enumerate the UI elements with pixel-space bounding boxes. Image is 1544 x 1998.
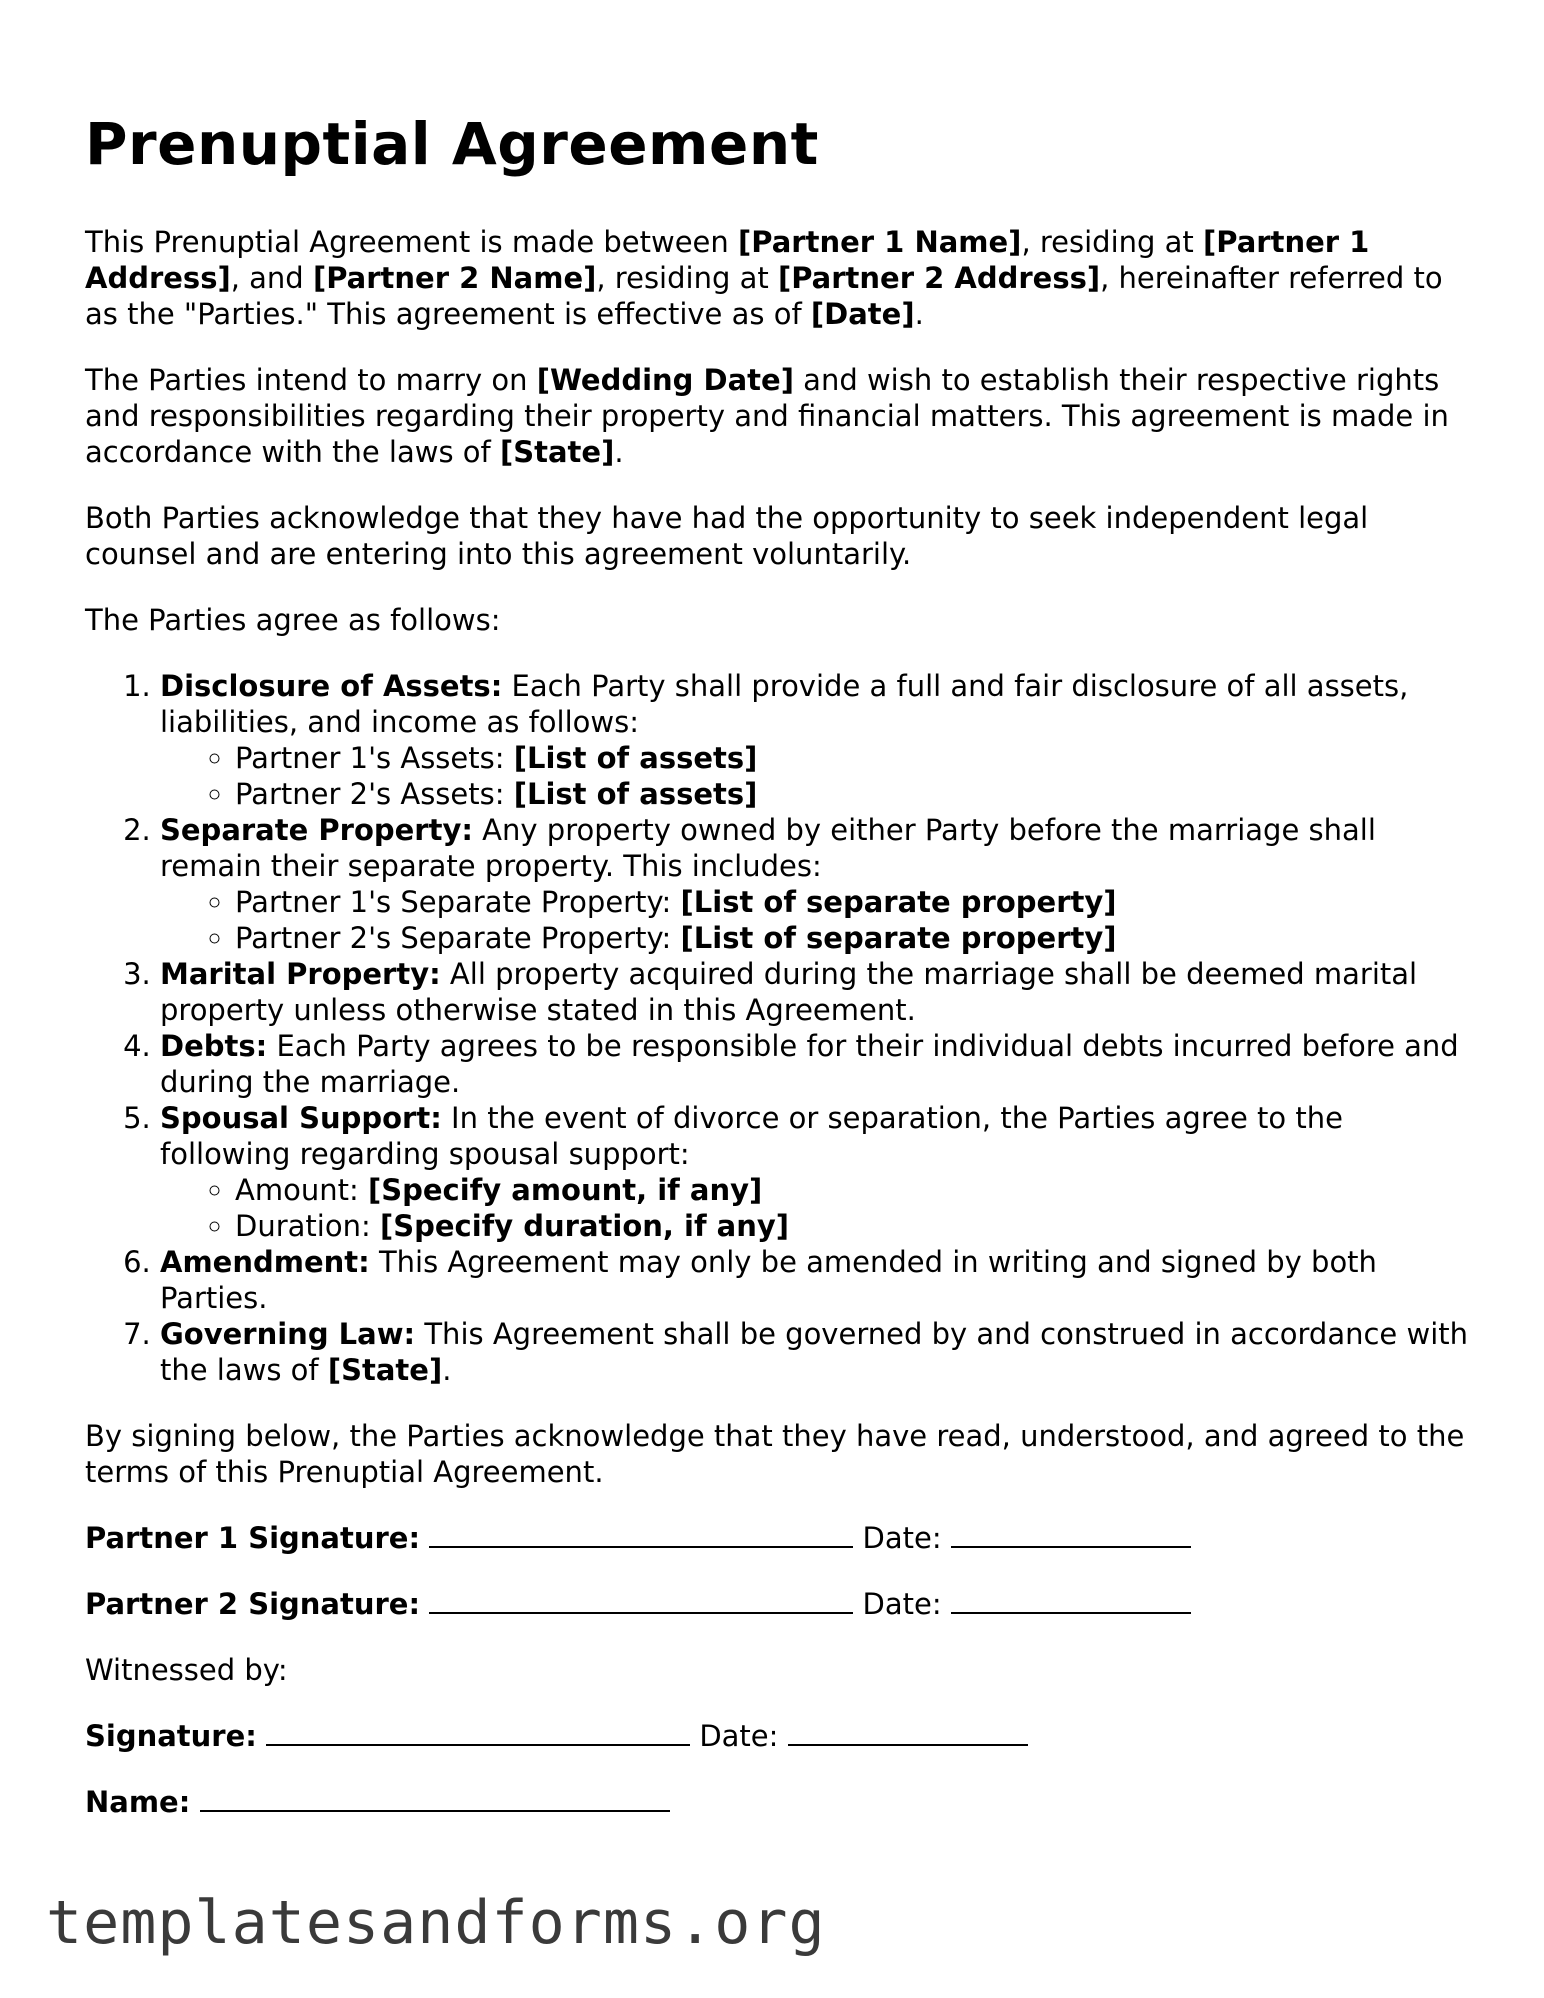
clause-spousal-support: 5. Spousal Support: In the event of divorce or separation, the Parties agree to the following regarding spousal support: ◦ Amount: [Specify amount, if any] ◦ Duration: [Specify duration, if any] — [160, 1100, 1475, 1244]
partner2-signature-label: Partner 2 Signature: — [85, 1587, 421, 1621]
witness-name-label: Name: — [85, 1785, 191, 1819]
purpose-paragraph: The Parties intend to marry on [Wedding Date] and wish to establish their respective rights and responsibilities regarding their property and financial matters. This agreement is made in accordance with the laws of [State]. — [85, 363, 1449, 469]
sublist-item: ◦ Partner 2's Assets: [List of assets] — [235, 776, 1475, 812]
partner1-signature-label: Partner 1 Signature: — [85, 1521, 421, 1555]
witness-name-field[interactable] — [200, 1784, 670, 1812]
sublist — [160, 1172, 1475, 1244]
partner2-address-placeholder: [Partner 2 Address] — [777, 261, 1101, 295]
sublist-item: ◦ Amount: [Specify amount, if any] — [235, 1172, 1475, 1208]
watermark-text: templatesandforms.org — [46, 1888, 826, 1958]
sublist-item: ◦ Partner 1's Separate Property: [List of separate property] — [235, 884, 1475, 920]
sublist-item: ◦ Partner 2's Separate Property: [List of separate property] — [235, 920, 1475, 956]
partner2-name-placeholder: [Partner 2 Name] — [312, 261, 597, 295]
partner2-signature-field[interactable] — [429, 1586, 853, 1614]
state-placeholder: [State] — [499, 435, 615, 469]
witness-date-field[interactable] — [788, 1718, 1028, 1746]
intro-paragraph: This Prenuptial Agreement is made between [Partner 1 Name], residing at [Partner 1 Address], and [Partner 2 Name], residing at [Partner 2 Address], hereinafter referred to as the "Parties." This agreement is effective as of [Date]. — [85, 225, 1443, 331]
clause-debts: 4. Debts: Each Party agrees to be responsible for their individual debts incurred before and during the marriage. — [160, 1028, 1475, 1100]
clause-governing-law: 7. Governing Law: This Agreement shall be governed by and construed in accordance with the laws of [State]. — [160, 1316, 1475, 1388]
partner2-signature-row — [85, 1586, 1475, 1622]
clause-separate-property: 2. Separate Property: Any property owned by either Party before the marriage shall remain their separate property. This includes: ◦ Partner 1's Separate Property: [List of separate property] ◦ Partner 2's Separate Property: [List of separate property] — [160, 812, 1475, 956]
closing-paragraph: By signing below, the Parties acknowledge that they have read, understood, and agreed to the terms of this Prenuptial Agreement. — [85, 1419, 1465, 1489]
partner1-signature-row — [85, 1520, 1475, 1556]
date-label: Date: — [862, 1587, 942, 1621]
partner1-name-placeholder: [Partner 1 Name] — [738, 225, 1022, 259]
document-page — [85, 110, 1475, 1850]
sublist-item: ◦ Partner 1's Assets: [List of assets] — [235, 740, 1475, 776]
wedding-date-placeholder: [Wedding Date] — [536, 363, 794, 397]
witnessed-by-label: Witnessed by: — [85, 1653, 288, 1687]
agree-intro: The Parties agree as follows: — [85, 603, 501, 637]
clause-disclosure-of-assets: 1. Disclosure of Assets: Each Party shall provide a full and fair disclosure of all assets, liabilities, and income as follows: ◦ Partner 1's Assets: [List of assets] ◦ Partner 2's Assets: [List of assets] — [160, 668, 1475, 812]
clause-amendment: 6. Amendment: This Agreement may only be amended in writing and signed by both Parties. — [160, 1244, 1475, 1316]
witness-signature-field[interactable] — [266, 1718, 690, 1746]
partner1-date-field[interactable] — [951, 1520, 1191, 1548]
witness-signature-row — [85, 1718, 1475, 1754]
clauses-list — [85, 668, 1475, 1388]
partner1-signature-field[interactable] — [429, 1520, 853, 1548]
date-label: Date: — [699, 1719, 779, 1753]
clause-marital-property: 3. Marital Property: All property acquired during the marriage shall be deemed marital property unless otherwise stated in this Agreement. — [160, 956, 1475, 1028]
witness-signature-label: Signature: — [85, 1719, 257, 1753]
date-label: Date: — [862, 1521, 942, 1555]
sublist — [160, 884, 1475, 956]
acknowledgment-paragraph: Both Parties acknowledge that they have had the opportunity to seek independent legal counsel and are entering into this agreement voluntarily. — [85, 501, 1369, 571]
witness-name-row — [85, 1784, 1475, 1820]
page-title: Prenuptial Agreement — [85, 110, 819, 178]
effective-date-placeholder: [Date] — [810, 297, 915, 331]
partner2-date-field[interactable] — [951, 1586, 1191, 1614]
sublist — [160, 740, 1475, 812]
sublist-item: ◦ Duration: [Specify duration, if any] — [235, 1208, 1475, 1244]
partner1-address-placeholder: [Partner 1 Address] — [85, 225, 1370, 295]
